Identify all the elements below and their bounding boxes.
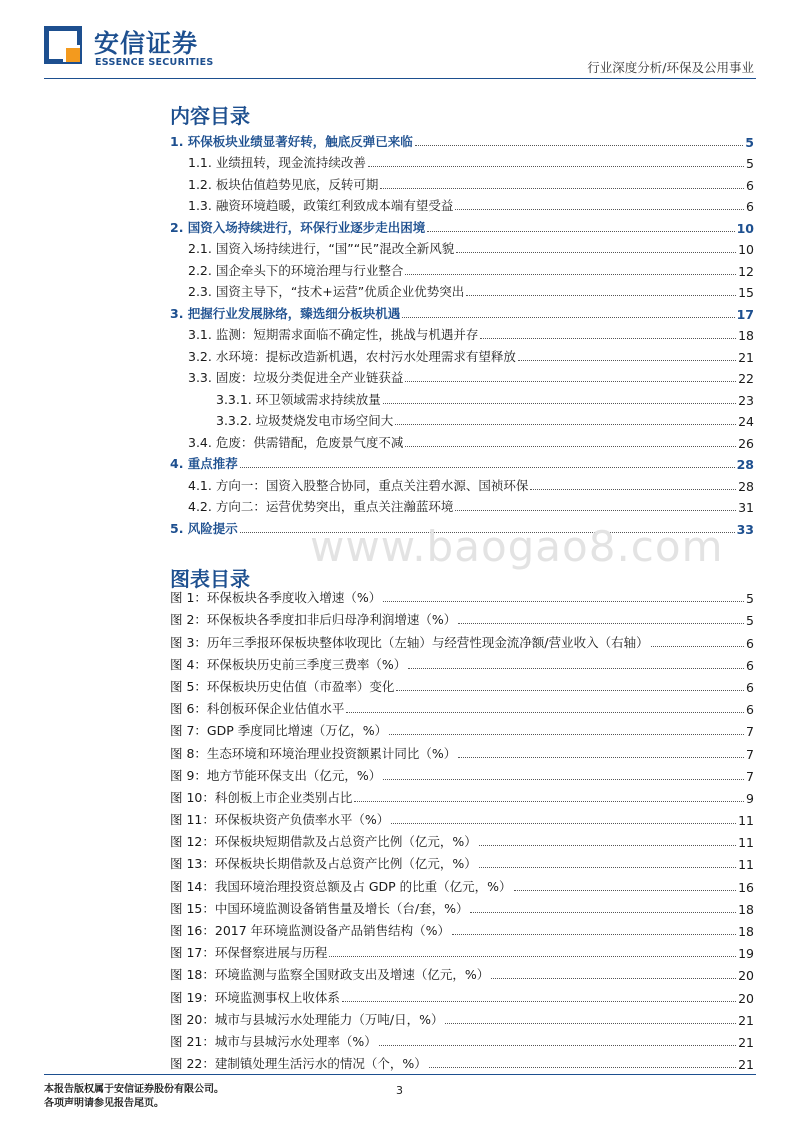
- dot-leader: [514, 890, 737, 891]
- dot-leader: [470, 912, 736, 913]
- figure-entry-label: 图 22：建制镇处理生活污水的情况（个，%）: [170, 1056, 427, 1072]
- figure-entry-page: 9: [746, 790, 754, 806]
- dot-leader: [240, 467, 735, 468]
- figure-entry-label: 图 18：环境监测与监察全国财政支出及增速（亿元，%）: [170, 967, 490, 983]
- dot-leader: [427, 231, 734, 232]
- toc-entry-page: 10: [736, 220, 754, 236]
- toc-entry-page: 28: [736, 457, 754, 472]
- toc-entry-label: 3.3.2. 垃圾焚烧发电市场空间大: [216, 413, 394, 428]
- figure-entry-page: 19: [738, 946, 754, 962]
- toc-entry-label: 3.2. 水环境：提标改造新机遇，农村污水处理需求有望释放: [188, 348, 516, 364]
- figures-title: 图表目录: [170, 567, 250, 591]
- dot-leader: [329, 956, 736, 957]
- figure-entry-label: 图 14：我国环境治理投资总额及占 GDP 的比重（亿元，%）: [170, 878, 512, 894]
- dot-leader: [346, 712, 744, 713]
- dot-leader: [405, 446, 736, 447]
- dot-leader: [466, 295, 736, 296]
- figure-entry-page: 5: [746, 591, 754, 607]
- figure-entry[interactable]: [170, 717, 754, 739]
- toc-entry-label: 1. 环保板块业绩显著好转，触底反弹已来临: [170, 133, 413, 149]
- toc-entry[interactable]: [170, 429, 754, 451]
- dot-leader: [405, 274, 736, 275]
- figure-entry-page: 18: [738, 901, 754, 917]
- toc-entry-page: 12: [738, 263, 754, 279]
- figure-entry-label: 图 5：环保板块历史估值（市盈率）变化: [170, 678, 395, 694]
- toc-entry[interactable]: [170, 257, 754, 279]
- toc-entry[interactable]: [170, 322, 754, 344]
- dot-leader: [342, 1001, 736, 1002]
- toc-entry-page: 15: [738, 285, 754, 300]
- figure-entry[interactable]: [170, 739, 754, 761]
- figure-entry-label: 图 13：环保板块长期借款及占总资产比例（亿元，%）: [170, 856, 477, 872]
- page-header: [0, 0, 800, 80]
- dot-leader: [354, 801, 744, 802]
- figure-entry[interactable]: [170, 961, 754, 983]
- toc-entry-page: 31: [738, 500, 754, 515]
- footer-copyright: 本报告版权属于安信证券股份有限公司。: [44, 1084, 224, 1095]
- toc-title: 内容目录: [170, 104, 250, 128]
- figure-entry-label: 图 11：环保板块资产负债率水平（%）: [170, 812, 390, 828]
- dot-leader: [455, 209, 744, 210]
- figure-entry-label: 图 17：环保督察进展与历程: [170, 945, 328, 961]
- toc-entry-label: 3. 把握行业发展脉络，臻选细分板块机遇: [170, 305, 401, 321]
- dot-leader: [368, 166, 744, 167]
- dot-leader: [458, 623, 744, 624]
- figure-entry[interactable]: [170, 673, 754, 695]
- toc-entry[interactable]: [170, 193, 754, 215]
- dot-leader: [405, 381, 736, 382]
- toc-entry[interactable]: [170, 451, 754, 473]
- watermark: www.baogao8.com: [310, 522, 724, 571]
- toc-entry-label: 2.3. 国资主导下，“技术+运营”优质企业优势突出: [188, 284, 465, 299]
- toc-entry-page: 23: [738, 392, 754, 408]
- figure-entry-page: 5: [746, 613, 754, 629]
- toc-entry-page: 10: [738, 242, 754, 257]
- figure-entry[interactable]: [170, 806, 754, 828]
- toc-entry-label: 4. 重点推荐: [170, 456, 238, 471]
- toc-list: [170, 128, 754, 537]
- toc-entry-label: 3.1. 监测：短期需求面临不确定性，挑战与机遇并存: [188, 327, 479, 342]
- toc-entry-label: 5. 风险提示: [170, 520, 238, 536]
- figures-list: [170, 584, 754, 1072]
- toc-entry-label: 3.4. 危废：供需错配，危废景气度不减: [188, 434, 404, 450]
- dot-leader: [408, 668, 744, 669]
- dot-leader: [402, 317, 734, 318]
- toc-entry-page: 22: [738, 371, 754, 386]
- figure-entry-page: 11: [738, 835, 754, 851]
- figure-entry-label: 图 6：科创板环保企业估值水平: [170, 701, 345, 717]
- figure-entry[interactable]: [170, 1028, 754, 1050]
- toc-entry[interactable]: [170, 408, 754, 430]
- figure-entry-page: 18: [738, 924, 754, 939]
- figure-entry-label: 图 12：环保板块短期借款及占总资产比例（亿元，%）: [170, 834, 477, 850]
- dot-leader: [479, 867, 736, 868]
- toc-entry-label: 4.2. 方向二：运营优势突出，重点关注瀚蓝环境: [188, 499, 454, 514]
- figure-entry-page: 11: [738, 813, 754, 829]
- figure-entry[interactable]: [170, 695, 754, 717]
- figure-entry[interactable]: [170, 895, 754, 917]
- page-number: 3: [396, 1084, 403, 1097]
- figure-entry[interactable]: [170, 606, 754, 628]
- toc-entry-label: 2.1. 国资入场持续进行，“国”“民”混改全新风貌: [188, 241, 455, 256]
- company-name-en: ESSENCE SECURITIES: [95, 57, 214, 68]
- figure-entry[interactable]: [170, 939, 754, 961]
- footer-divider: [44, 1074, 756, 1075]
- toc-entry[interactable]: [170, 150, 754, 172]
- figure-entry[interactable]: [170, 828, 754, 850]
- figure-entry-page: 6: [746, 679, 754, 695]
- figure-entry[interactable]: [170, 1006, 754, 1028]
- figure-entry-page: 21: [738, 1034, 754, 1050]
- figure-entry-label: 图 4：环保板块历史前三季度三费率（%）: [170, 656, 407, 672]
- figure-entry-label: 图 20：城市与县城污水处理能力（万吨/日，%）: [170, 1011, 444, 1027]
- figure-entry-label: 图 7：GDP 季度同比增速（万亿，%）: [170, 723, 388, 739]
- dot-leader: [383, 779, 744, 780]
- toc-entry[interactable]: [170, 214, 754, 236]
- toc-entry[interactable]: [170, 365, 754, 387]
- dot-leader: [415, 145, 743, 146]
- figure-entry[interactable]: [170, 584, 754, 606]
- toc-entry-label: 2. 国资入场持续进行，环保行业逐步走出困境: [170, 219, 426, 235]
- toc-entry-label: 1.1. 业绩扭转，现金流持续改善: [188, 155, 366, 170]
- report-type: 行业深度分析/环保及公用事业: [587, 60, 754, 75]
- dot-leader: [396, 690, 744, 691]
- dot-leader: [456, 252, 736, 253]
- figure-entry-page: 21: [738, 1012, 754, 1028]
- toc-entry-page: 17: [736, 306, 754, 322]
- dot-leader: [458, 757, 744, 758]
- toc-entry[interactable]: [170, 236, 754, 258]
- toc-entry-page: 21: [738, 349, 754, 365]
- toc-entry-label: 2.2. 国企牵头下的环境治理与行业整合: [188, 262, 404, 278]
- figure-entry-label: 图 10：科创板上市企业类别占比: [170, 789, 353, 805]
- dot-leader: [452, 934, 736, 935]
- toc-entry[interactable]: [170, 171, 754, 193]
- figure-entry-page: 21: [738, 1057, 754, 1073]
- dot-leader: [429, 1067, 736, 1068]
- company-name-cn: 安信证券: [94, 29, 199, 58]
- dot-leader: [395, 424, 736, 425]
- toc-entry-page: 18: [738, 328, 754, 343]
- figure-entry[interactable]: [170, 917, 754, 939]
- figure-entry[interactable]: [170, 983, 754, 1005]
- toc-entry[interactable]: [170, 128, 754, 150]
- figure-entry-page: 7: [746, 746, 754, 762]
- figure-entry-label: 图 19：环境监测事权上收体系: [170, 989, 340, 1005]
- toc-entry-label: 1.2. 板块估值趋势见底，反转可期: [188, 176, 379, 192]
- figure-entry-label: 图 21：城市与县城污水处理率（%）: [170, 1033, 377, 1049]
- figure-entry-page: 20: [738, 990, 754, 1006]
- toc-entry-label: 4.1. 方向一：国资入股整合协同，重点关注碧水源、国祯环保: [188, 477, 529, 493]
- footer-disclaimer: 各项声明请参见报告尾页。: [44, 1098, 164, 1109]
- dot-leader: [445, 1023, 736, 1024]
- toc-entry[interactable]: [170, 279, 754, 301]
- figure-entry-page: 11: [738, 857, 754, 873]
- dot-leader: [479, 845, 736, 846]
- toc-entry-page: 6: [746, 177, 754, 193]
- toc-entry-page: 5: [745, 134, 754, 150]
- company-logo-icon: [44, 26, 82, 64]
- dot-leader: [383, 403, 736, 404]
- figure-entry-page: 20: [738, 968, 754, 984]
- figure-entry[interactable]: [170, 850, 754, 872]
- figure-entry-page: 6: [746, 657, 754, 673]
- figure-entry-label: 图 8：生态环境和环境治理业投资额累计同比（%）: [170, 745, 457, 761]
- figure-entry[interactable]: [170, 762, 754, 784]
- toc-entry[interactable]: [170, 472, 754, 494]
- figure-entry-page: 6: [746, 635, 754, 651]
- header-divider: [44, 78, 756, 79]
- figure-entry-page: 7: [746, 724, 754, 740]
- dot-leader: [491, 978, 736, 979]
- figure-entry-label: 图 2：环保板块各季度扣非后归母净利润增速（%）: [170, 612, 457, 628]
- toc-entry-page: 33: [736, 521, 754, 537]
- figure-entry[interactable]: [170, 651, 754, 673]
- toc-entry-page: 5: [746, 156, 754, 171]
- toc-entry-page: 28: [738, 478, 754, 494]
- toc-entry-page: 26: [738, 435, 754, 451]
- figure-entry-label: 图 16：2017 年环境监测设备产品销售结构（%）: [170, 923, 451, 938]
- figure-entry-label: 图 3：历年三季报环保板块整体收现比（左轴）与经营性现金流净额/营业收入（右轴）: [170, 634, 649, 650]
- toc-entry[interactable]: [170, 494, 754, 516]
- figure-entry[interactable]: [170, 1050, 754, 1072]
- figure-entry-page: 16: [738, 879, 754, 895]
- toc-entry-page: 24: [738, 414, 754, 429]
- dot-leader: [383, 601, 744, 602]
- dot-leader: [455, 510, 736, 511]
- dot-leader: [518, 360, 736, 361]
- dot-leader: [379, 1045, 736, 1046]
- dot-leader: [391, 823, 736, 824]
- dot-leader: [651, 646, 744, 647]
- dot-leader: [480, 338, 736, 339]
- toc-entry[interactable]: [170, 386, 754, 408]
- figure-entry-page: 6: [746, 702, 754, 718]
- toc-entry-label: 1.3. 融资环境趋暖，政策红利致成本端有望受益: [188, 198, 454, 213]
- dot-leader: [389, 734, 744, 735]
- figure-entry-label: 图 15：中国环境监测设备销售量及增长（台/套，%）: [170, 900, 469, 916]
- toc-entry-label: 3.3.1. 环卫领域需求持续放量: [216, 391, 381, 407]
- figure-entry[interactable]: [170, 628, 754, 650]
- dot-leader: [530, 489, 736, 490]
- toc-entry-page: 6: [746, 199, 754, 214]
- toc-entry-label: 3.3. 固废：垃圾分类促进全产业链获益: [188, 370, 404, 385]
- figure-entry[interactable]: [170, 872, 754, 894]
- figure-entry-label: 图 1：环保板块各季度收入增速（%）: [170, 590, 382, 606]
- toc-entry[interactable]: [170, 300, 754, 322]
- figure-entry-page: 7: [746, 768, 754, 784]
- figure-entry[interactable]: [170, 784, 754, 806]
- figure-entry-label: 图 9：地方节能环保支出（亿元，%）: [170, 767, 382, 783]
- toc-entry[interactable]: [170, 343, 754, 365]
- dot-leader: [380, 188, 744, 189]
